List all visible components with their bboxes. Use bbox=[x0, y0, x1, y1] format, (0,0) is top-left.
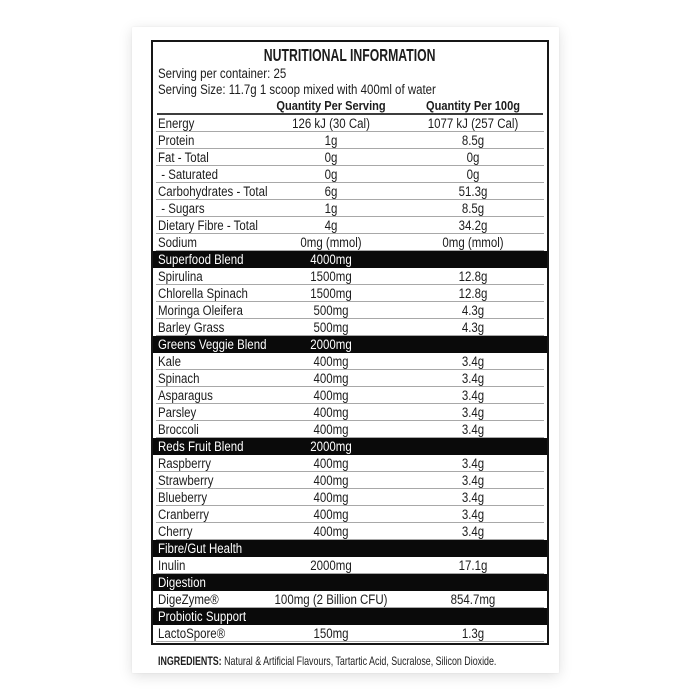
table-row bbox=[153, 319, 547, 336]
table-row bbox=[153, 591, 547, 608]
row-name: Cherry bbox=[158, 524, 193, 539]
column-header-per-serving: Quantity Per Serving bbox=[276, 98, 386, 113]
section-name: Superfood Blend bbox=[158, 252, 244, 267]
nutrition-label-card bbox=[132, 27, 559, 673]
row-per-serving-value: 2000mg bbox=[310, 558, 352, 573]
row-per-serving-value: 126 kJ (30 Cal) bbox=[292, 116, 370, 131]
section-header-row bbox=[153, 608, 547, 625]
section-name: Fibre/Gut Health bbox=[158, 541, 243, 556]
row-name: LactoSpore® bbox=[158, 626, 226, 641]
row-name: Fat - Total bbox=[158, 150, 209, 165]
row-per-serving-value: 1g bbox=[324, 201, 338, 216]
row-per-serving-value: 400mg bbox=[313, 524, 349, 539]
section-header-row bbox=[153, 540, 547, 557]
row-per-100g-value: 3.4g bbox=[461, 371, 485, 386]
section-per-serving-value: 4000mg bbox=[310, 252, 352, 267]
row-name: Broccoli bbox=[158, 422, 199, 437]
table-row bbox=[153, 489, 547, 506]
ingredients-text-wrap bbox=[158, 654, 496, 669]
serving-per-container-row bbox=[153, 66, 547, 82]
row-per-100g-value: 12.8g bbox=[458, 286, 488, 301]
table-row bbox=[153, 472, 547, 489]
row-per-serving-value: 0mg (mmol) bbox=[300, 235, 362, 250]
row-per-serving-value: 400mg bbox=[313, 371, 349, 386]
nutrition-table-box bbox=[151, 40, 549, 645]
row-name: Dietary Fibre - Total bbox=[158, 218, 258, 233]
table-row bbox=[153, 370, 547, 387]
row-name: Barley Grass bbox=[158, 320, 225, 335]
row-per-serving-value: 400mg bbox=[313, 456, 349, 471]
table-row bbox=[153, 132, 547, 149]
row-name: Inulin bbox=[158, 558, 186, 573]
ingredients-text: Natural & Artificial Flavours, Tartartic Acid, Sucralose, Silicon Dioxide. bbox=[224, 654, 497, 668]
serving-per-container-text: Serving per container: 25 bbox=[158, 66, 287, 81]
row-name: DigeZyme® bbox=[158, 592, 219, 607]
row-name: Blueberry bbox=[158, 490, 208, 505]
row-name: Moringa Oleifera bbox=[158, 303, 243, 318]
row-per-100g-value: 3.4g bbox=[461, 490, 485, 505]
serving-size-row bbox=[153, 82, 547, 98]
row-per-100g-value: 51.3g bbox=[458, 184, 488, 199]
row-per-serving-value: 400mg bbox=[313, 405, 349, 420]
row-per-100g-value: 1.3g bbox=[461, 626, 485, 641]
row-per-100g-value: 3.4g bbox=[461, 388, 485, 403]
row-per-100g-value: 0g bbox=[466, 167, 480, 182]
table-row bbox=[153, 353, 547, 370]
section-per-serving-value: 2000mg bbox=[310, 439, 352, 454]
row-per-serving-value: 400mg bbox=[313, 473, 349, 488]
row-name: Protein bbox=[158, 133, 195, 148]
section-header-row bbox=[153, 336, 547, 353]
table-row bbox=[153, 234, 547, 251]
row-per-serving-value: 0g bbox=[324, 150, 338, 165]
section-header-row bbox=[153, 251, 547, 268]
row-per-100g-value: 8.5g bbox=[461, 133, 485, 148]
table-row bbox=[153, 217, 547, 234]
section-per-serving-value: 2000mg bbox=[310, 337, 352, 352]
table-row bbox=[153, 421, 547, 438]
row-per-100g-value: 4.3g bbox=[461, 303, 485, 318]
section-header-row bbox=[153, 438, 547, 455]
section-header-row bbox=[153, 574, 547, 591]
row-per-100g-value: 4.3g bbox=[461, 320, 485, 335]
row-per-serving-value: 4g bbox=[324, 218, 338, 233]
table-row bbox=[153, 387, 547, 404]
table-row bbox=[153, 200, 547, 217]
section-name: Greens Veggie Blend bbox=[158, 337, 267, 352]
section-name: Digestion bbox=[158, 575, 206, 590]
table-rows bbox=[153, 115, 547, 642]
row-name: Sodium bbox=[158, 235, 197, 250]
row-per-serving-value: 500mg bbox=[313, 303, 349, 318]
row-per-100g-value: 12.8g bbox=[458, 269, 488, 284]
table-row bbox=[153, 166, 547, 183]
row-per-serving-value: 0g bbox=[324, 167, 338, 182]
table-row bbox=[153, 285, 547, 302]
row-per-100g-value: 3.4g bbox=[461, 422, 485, 437]
table-row bbox=[153, 557, 547, 574]
section-name: Reds Fruit Blend bbox=[158, 439, 244, 454]
row-name: Chlorella Spinach bbox=[158, 286, 248, 301]
row-per-100g-value: 3.4g bbox=[461, 405, 485, 420]
column-headers bbox=[153, 98, 547, 113]
table-row bbox=[153, 523, 547, 540]
row-per-serving-value: 150mg bbox=[313, 626, 349, 641]
row-per-100g-value: 3.4g bbox=[461, 456, 485, 471]
row-name: - Saturated bbox=[158, 167, 218, 182]
table-row bbox=[153, 625, 547, 642]
row-name: Raspberry bbox=[158, 456, 211, 471]
row-per-serving-value: 400mg bbox=[313, 490, 349, 505]
row-per-serving-value: 400mg bbox=[313, 354, 349, 369]
row-name: Cranberry bbox=[158, 507, 210, 522]
row-per-serving-value: 400mg bbox=[313, 422, 349, 437]
section-name: Probiotic Support bbox=[158, 609, 247, 624]
table-row bbox=[153, 268, 547, 285]
row-name: Kale bbox=[158, 354, 181, 369]
table-row bbox=[153, 115, 547, 132]
table-row bbox=[153, 183, 547, 200]
row-name: - Sugars bbox=[158, 201, 205, 216]
ingredients-label: INGREDIENTS: bbox=[158, 654, 222, 668]
ingredients-line bbox=[158, 654, 615, 669]
row-per-100g-value: 3.4g bbox=[461, 354, 485, 369]
table-row bbox=[153, 149, 547, 166]
row-name: Energy bbox=[158, 116, 195, 131]
row-per-serving-value: 6g bbox=[324, 184, 338, 199]
row-name: Spirulina bbox=[158, 269, 203, 284]
row-per-100g-value: 8.5g bbox=[461, 201, 485, 216]
row-name: Parsley bbox=[158, 405, 197, 420]
row-per-100g-value: 17.1g bbox=[458, 558, 488, 573]
row-name: Carbohydrates - Total bbox=[158, 184, 268, 199]
row-per-100g-value: 1077 kJ (257 Cal) bbox=[427, 116, 519, 131]
table-row bbox=[153, 506, 547, 523]
row-per-serving-value: 1g bbox=[324, 133, 338, 148]
page-title: NUTRITIONAL INFORMATION bbox=[264, 45, 436, 65]
table-row bbox=[153, 455, 547, 472]
row-per-100g-value: 3.4g bbox=[461, 473, 485, 488]
table-row bbox=[153, 302, 547, 319]
row-per-serving-value: 100mg (2 Billion CFU) bbox=[274, 592, 388, 607]
column-header-per-100g: Quantity Per 100g bbox=[426, 98, 520, 113]
row-per-serving-value: 400mg bbox=[313, 388, 349, 403]
row-per-100g-value: 0mg (mmol) bbox=[442, 235, 504, 250]
row-name: Spinach bbox=[158, 371, 200, 386]
row-per-100g-value: 34.2g bbox=[458, 218, 488, 233]
row-per-100g-value: 854.7mg bbox=[450, 592, 496, 607]
row-per-serving-value: 1500mg bbox=[310, 286, 352, 301]
row-per-100g-value: 0g bbox=[466, 150, 480, 165]
row-name: Strawberry bbox=[158, 473, 214, 488]
row-per-100g-value: 3.4g bbox=[461, 524, 485, 539]
serving-size-text: Serving Size: 11.7g 1 scoop mixed with 400ml of water bbox=[158, 82, 436, 97]
title-row bbox=[153, 42, 547, 66]
row-per-100g-value: 3.4g bbox=[461, 507, 485, 522]
row-name: Asparagus bbox=[158, 388, 213, 403]
row-per-serving-value: 500mg bbox=[313, 320, 349, 335]
row-per-serving-value: 400mg bbox=[313, 507, 349, 522]
row-per-serving-value: 1500mg bbox=[310, 269, 352, 284]
table-row bbox=[153, 404, 547, 421]
